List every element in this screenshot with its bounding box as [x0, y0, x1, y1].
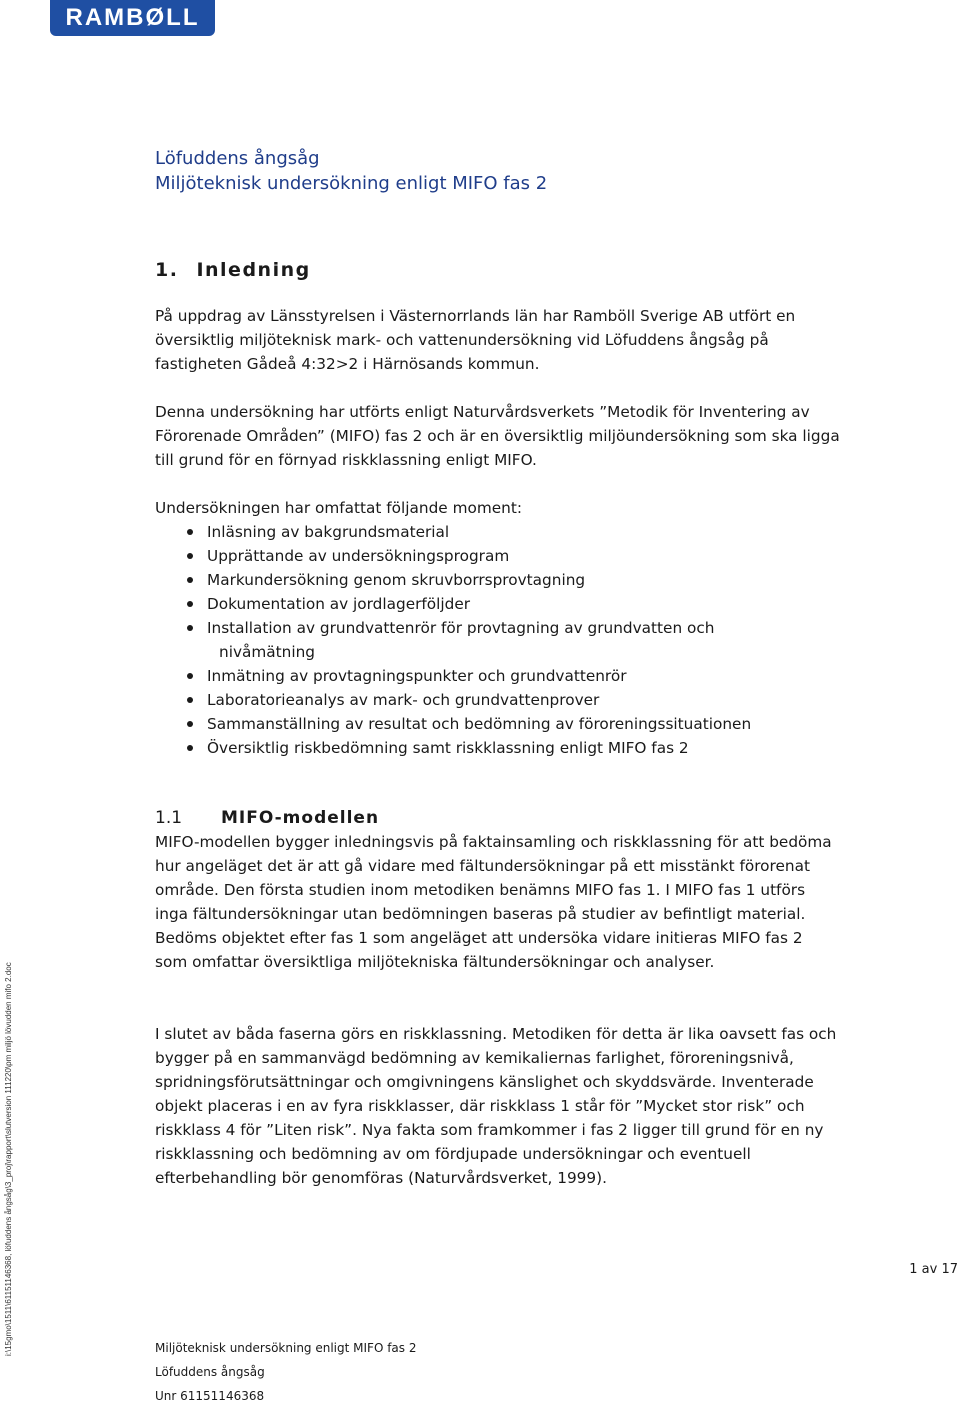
list-item: Inläsning av bakgrundsmaterial [155, 520, 875, 544]
list-item: Installation av grundvattenrör för provtagning av grundvatten och nivåmätning [155, 616, 875, 664]
mifo-paragraph-2: I slutet av båda faserna görs en riskklassning. Metodiken för detta är lika oavsett fas och bygger på en sammanvägd bedömning av kemikaliernas farlighet, föroreningsnivå, spridningsförutsättningar och omgivningens känslighet och skyddsvärde. Inventerade objekt placeras i en av fyra riskklasser, där riskklass 1 står för ”Mycket stor risk” och riskklass 4 för ”Liten risk”. Nya fakta som framkommer i fas 2 ligger till grund för en ny riskklassning och bedömning av om fördjupade undersökningar och eventuell efterbehandling bör genomföras (Naturvårdsverket, 1999). [155, 1025, 837, 1187]
list-item: Dokumentation av jordlagerföljder [155, 592, 875, 616]
intro-paragraph-1: På uppdrag av Länsstyrelsen i Västernorrlands län har Ramböll Sverige AB utfört en översiktlig miljöteknisk mark- och vattenundersökning vid Löfuddens ångsåg på fastigheten Gådeå 4:32>2 i Härnösands kommun. [155, 307, 796, 373]
footer-project: Löfuddens ångsåg [155, 1365, 265, 1379]
page-number: 1 av 17 [909, 1262, 958, 1277]
title-line-1: Löfuddens ångsåg [155, 148, 320, 169]
list-item: Laboratorieanalys av mark- och grundvattenprover [155, 688, 875, 712]
section-1-1-heading [155, 808, 379, 828]
list-item-continuation: nivåmätning [219, 643, 315, 661]
section-1-1-number: 1.1 [155, 808, 183, 828]
file-path-margin-text: i:\15gmo\1511\61151146368, löfuddens ångsåg\3_proj\rapport\slutversion 111220\pm miljö lövudden mifo 2.doc [4, 962, 13, 1356]
list-item: Översiktlig riskbedömning samt riskklassning enligt MIFO fas 2 [155, 736, 875, 760]
intro-paragraph-3: Undersökningen har omfattat följande moment: [155, 499, 522, 517]
list-item: Inmätning av provtagningspunkter och grundvattenrör [155, 664, 875, 688]
footer-doc-title: Miljöteknisk undersökning enligt MIFO fas 2 [155, 1341, 417, 1355]
section-1-1-title: MIFO-modellen [221, 808, 380, 828]
list-item: Markundersökning genom skruvborrsprovtagning [155, 568, 875, 592]
list-item: Upprättande av undersökningsprogram [155, 544, 875, 568]
section-1-title: Inledning [196, 259, 311, 281]
document-title [155, 146, 547, 196]
section-1-number: 1. [155, 259, 179, 281]
section-1-heading [155, 259, 311, 281]
moment-list [155, 520, 875, 760]
title-line-2: Miljöteknisk undersökning enligt MIFO fas 2 [155, 173, 548, 194]
list-item: Sammanställning av resultat och bedömning av föroreningssituationen [155, 712, 875, 736]
ramboll-logo: RAMBØLL [50, 0, 215, 36]
intro-paragraph-2: Denna undersökning har utförts enligt Naturvårdsverkets ”Metodik för Inventering av Förorenade Områden” (MIFO) fas 2 och är en översiktlig miljöundersökning som ska ligga till grund för en förnyad riskklassning enligt MIFO. [155, 403, 840, 469]
mifo-paragraph-1: MIFO-modellen bygger inledningsvis på faktainsamling och riskklassning för att bedöma hur angeläget det är att gå vidare med fältundersökningar på ett misstänkt förorenat område. Den första studien inom metodiken benämns MIFO fas 1. I MIFO fas 1 utförs inga fältundersökningar utan bedömningen baseras på studier av befintligt material. Bedöms objektet efter fas 1 som angeläget att undersöka vidare initieras MIFO fas 2 som omfattar översiktliga miljötekniska fältundersökningar och analyser. [155, 833, 832, 971]
footer-unr: Unr 61151146368 [155, 1389, 265, 1403]
